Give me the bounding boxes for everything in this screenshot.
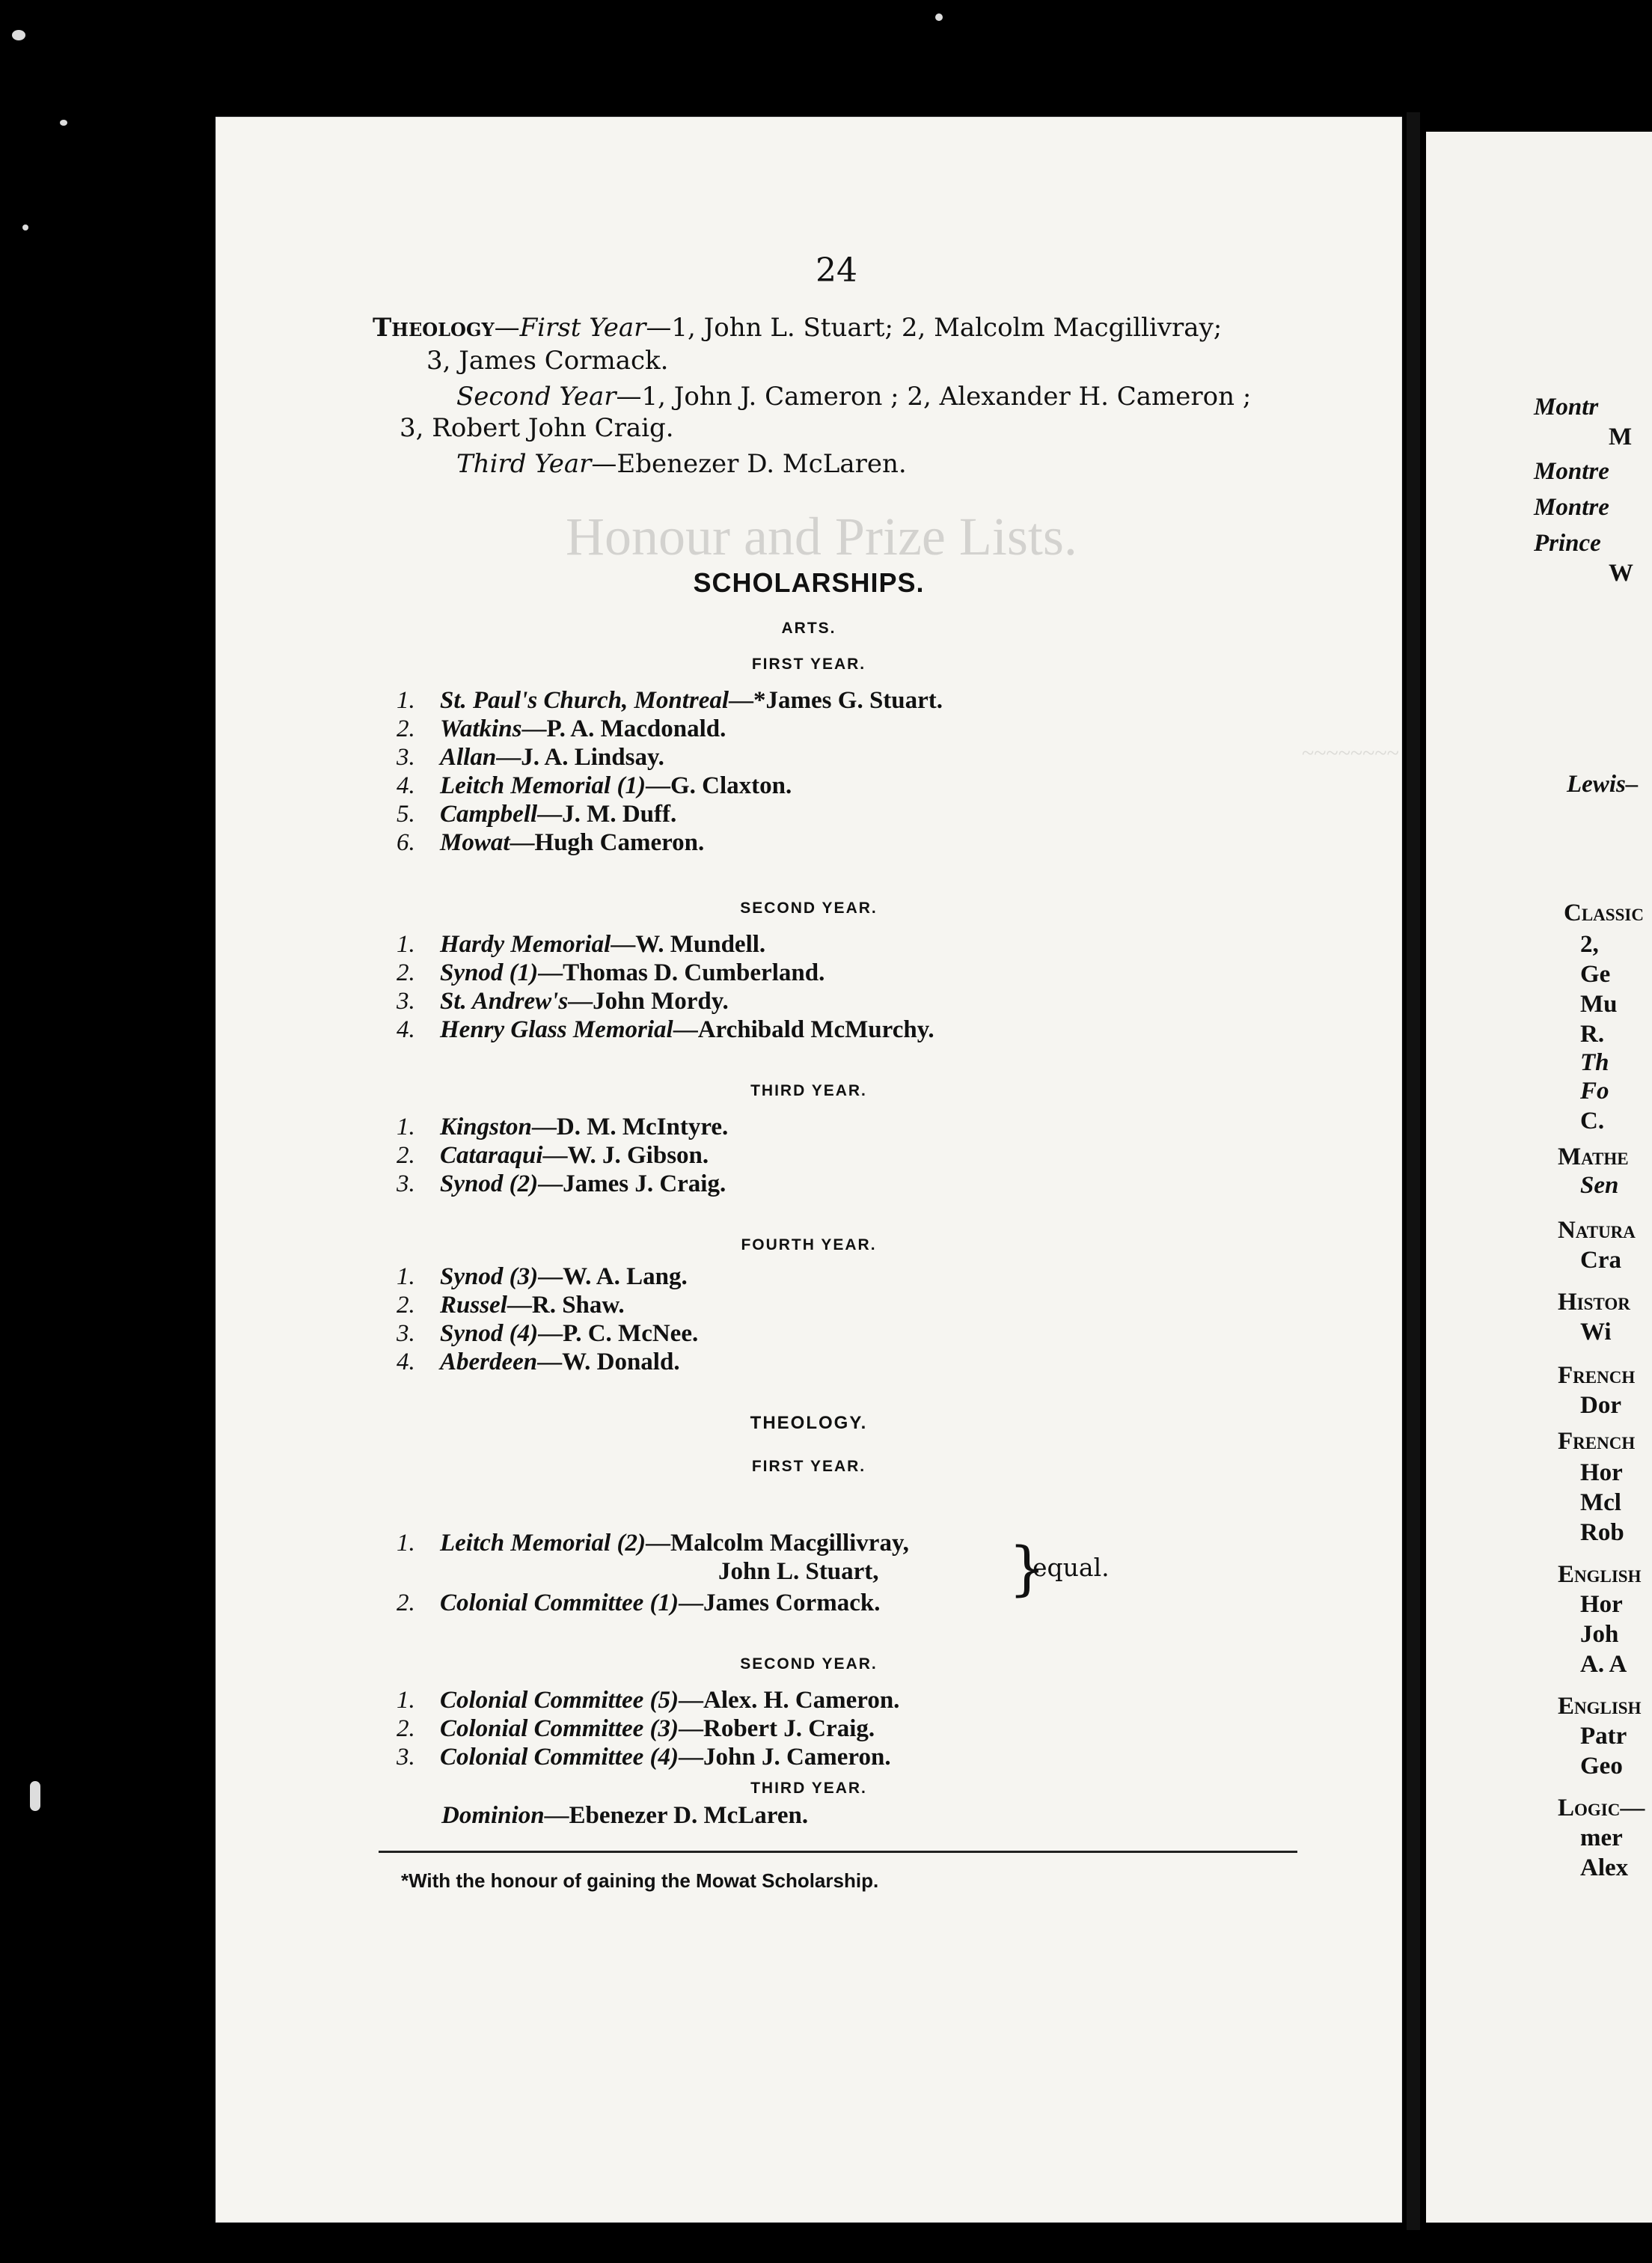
right-page-fragment: C.	[1580, 1108, 1605, 1134]
right-page-fragment: Mcl	[1580, 1489, 1621, 1516]
theology-second-year-cont: 3, Robert John Craig.	[400, 413, 674, 443]
right-page-fragment: Wi	[1580, 1319, 1612, 1346]
right-page-fragment: Mathe	[1558, 1143, 1629, 1170]
footnote: *With the honour of gaining the Mowat Scholarship.	[401, 1869, 879, 1892]
right-page-fragment: Hor	[1580, 1459, 1623, 1486]
list-item: 3. Allan—J. A. Lindsay.	[397, 744, 664, 771]
right-page-fragment: Natura	[1558, 1217, 1636, 1244]
arts-heading: ARTS.	[781, 620, 836, 637]
dust-speck	[60, 120, 67, 126]
theology-second-year-heading: SECOND YEAR.	[740, 1655, 878, 1673]
second-year-text: —1, John J. Cameron ; 2, Alexander H. Cameron ;	[616, 382, 1252, 412]
right-page-fragment: English	[1558, 1561, 1642, 1588]
right-page-fragment: French	[1558, 1428, 1636, 1455]
footnote-rule	[379, 1851, 1297, 1853]
second-year-label: Second Year	[456, 382, 617, 412]
right-page-fragment: Histor	[1558, 1289, 1630, 1316]
list-item: 6. Mowat—Hugh Cameron.	[397, 829, 705, 856]
theology-first-year-line: Theology—First Year—1, John L. Stuart; 2, Malcolm Macgillivray;	[373, 313, 1223, 343]
dust-speck	[22, 225, 28, 230]
list-item: 2. Watkins—P. A. Macdonald.	[397, 715, 726, 742]
right-page-fragment: 2,	[1580, 931, 1599, 958]
right-page-fragment: Joh	[1580, 1621, 1619, 1648]
theology-first-year-heading: FIRST YEAR.	[751, 1458, 866, 1475]
arts-third-year-heading: THIRD YEAR.	[750, 1082, 867, 1099]
right-page-fragment: Montr	[1534, 394, 1599, 421]
right-page-fragment: mer	[1580, 1824, 1623, 1851]
page-gutter	[1407, 112, 1420, 2230]
list-item: 1. Kingston—D. M. McIntyre.	[397, 1114, 729, 1140]
right-page-fragment: M	[1609, 424, 1633, 451]
right-page-fragment: Classic	[1564, 900, 1644, 926]
right-page-fragment: Montre	[1534, 458, 1609, 485]
list-item: 4. Aberdeen—W. Donald.	[397, 1349, 680, 1375]
right-page-fragment: Fo	[1580, 1078, 1609, 1105]
list-item: 3. Synod (4)—P. C. McNee.	[397, 1320, 699, 1347]
dust-speck	[935, 13, 943, 21]
list-item: 3. Synod (2)—James J. Craig.	[397, 1170, 726, 1197]
right-page-fragment: Hor	[1580, 1591, 1623, 1618]
right-page-fragment: Alex	[1580, 1854, 1629, 1881]
left-page	[215, 117, 1402, 2223]
right-page-fragment: W	[1609, 560, 1633, 587]
list-item: 2. Synod (1)—Thomas D. Cumberland.	[397, 959, 825, 986]
list-item: 3. Colonial Committee (4)—John J. Cameron.	[397, 1744, 891, 1771]
right-page-fragment: English	[1558, 1693, 1642, 1720]
right-page-fragment: Patr	[1580, 1723, 1627, 1750]
right-page-fragment: Lewis–	[1567, 771, 1639, 798]
arts-first-year-heading: FIRST YEAR.	[751, 656, 866, 673]
list-item: 2. Cataraqui—W. J. Gibson.	[397, 1142, 709, 1169]
dust-speck	[12, 30, 25, 40]
list-item: 2. Russel—R. Shaw.	[397, 1292, 625, 1319]
theology-label: Theology	[373, 313, 495, 343]
third-year-label: Third Year	[456, 449, 592, 479]
dust-speck	[30, 1781, 40, 1811]
right-page-fragment: Montre	[1534, 494, 1609, 521]
theology-heading: THEOLOGY.	[750, 1413, 868, 1433]
list-item: 3. St. Andrew's—John Mordy.	[397, 988, 729, 1015]
right-page-fragment: Prince	[1534, 530, 1601, 557]
right-page-fragment: A. A	[1580, 1651, 1627, 1678]
third-year-text: —Ebenezer D. McLaren.	[591, 449, 907, 479]
list-item: 4. Leitch Memorial (1)—G. Claxton.	[397, 772, 792, 799]
right-page-fragment: Logic—	[1558, 1795, 1645, 1821]
list-item: 1. Colonial Committee (5)—Alex. H. Cameron.	[397, 1687, 900, 1714]
right-page-fragment: French	[1558, 1362, 1636, 1389]
theology-second-year-line	[456, 382, 1251, 412]
list-item: 2. Colonial Committee (3)—Robert J. Craig.	[397, 1715, 875, 1742]
scholarships-title: SCHOLARSHIPS.	[693, 567, 925, 598]
list-item: 1. Hardy Memorial—W. Mundell.	[397, 931, 766, 958]
right-page-fragment: Mu	[1580, 991, 1618, 1018]
list-item: 1. St. Paul's Church, Montreal—*James G. Stuart.	[397, 687, 943, 714]
list-item: 1. Synod (3)—W. A. Lang.	[397, 1263, 688, 1290]
list-item: 4. Henry Glass Memorial—Archibald McMurchy.	[397, 1016, 934, 1043]
show-through-line: ~~~~~~~~	[1302, 741, 1399, 766]
theology-third-year-heading: THIRD YEAR.	[750, 1780, 867, 1797]
arts-second-year-heading: SECOND YEAR.	[740, 900, 878, 917]
theology-first-year-cont: 3, James Cormack.	[426, 346, 669, 376]
right-page-fragment: Rob	[1580, 1519, 1624, 1546]
right-page-fragment: Cra	[1580, 1247, 1621, 1274]
right-page-fragment: Sen	[1580, 1172, 1619, 1199]
arts-fourth-year-heading: FOURTH YEAR.	[741, 1236, 877, 1253]
list-item: John L. Stuart,	[718, 1558, 879, 1585]
right-page-fragment: Ge	[1580, 961, 1611, 988]
right-page-fragment: Dor	[1580, 1392, 1621, 1419]
page-number: 24	[816, 251, 857, 290]
show-through-title: Honour and Prize Lists.	[566, 507, 1077, 566]
equal-note: equal.	[1032, 1553, 1110, 1582]
list-item: 5. Campbell—J. M. Duff.	[397, 801, 677, 828]
brace-glyph: }	[1009, 1536, 1046, 1603]
right-page-fragment: R.	[1580, 1021, 1605, 1048]
theology-third-year-line	[456, 449, 907, 479]
right-page-fragment: Geo	[1580, 1753, 1623, 1780]
list-item: Dominion—Ebenezer D. McLaren.	[441, 1802, 809, 1829]
list-item: 1. Leitch Memorial (2)—Malcolm Macgillivray,	[397, 1530, 909, 1557]
first-year-label: First Year	[519, 313, 646, 343]
first-year-text: —1, John L. Stuart; 2, Malcolm Macgillivray;	[646, 313, 1223, 343]
right-page-fragment: Th	[1580, 1049, 1609, 1076]
list-item: 2. Colonial Committee (1)—James Cormack.	[397, 1589, 881, 1616]
